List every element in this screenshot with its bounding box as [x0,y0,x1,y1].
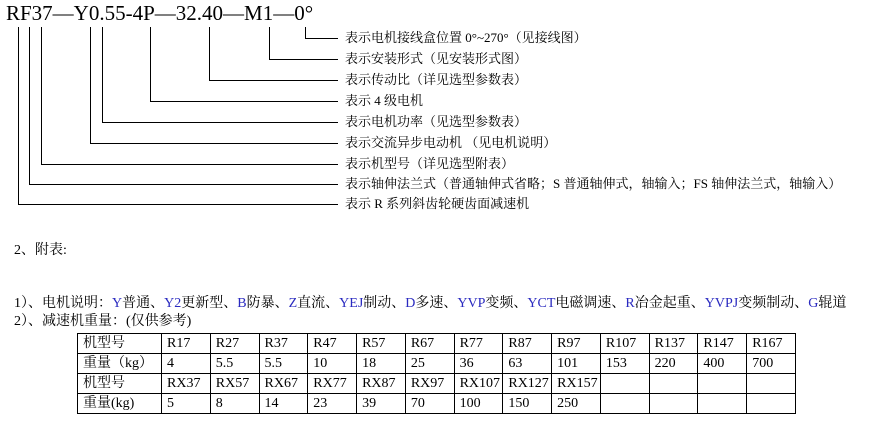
callout-vline [102,27,103,123]
callout-vline [209,27,210,81]
motor-type-code: G [808,296,819,311]
value-cell: R37 [259,334,308,354]
callout-label: 表示电机功率（见选型参数表） [345,114,528,129]
callout-vline [269,27,270,60]
motor-type-name: 防暴 [246,296,275,311]
callout-hline [102,122,338,123]
value-cell: RX97 [405,374,454,394]
value-cell: 700 [747,354,796,374]
value-cell: RX87 [357,374,406,394]
motor-type-name: 直流 [297,296,326,311]
value-cell: 400 [698,354,747,374]
row-label-cell: 机型号 [78,374,162,394]
value-cell: R167 [747,334,796,354]
callout-hline [269,59,338,60]
motor-type-name: 变频 [485,296,514,311]
table-row [78,394,796,414]
table-row [78,334,796,354]
callout-label: 表示轴伸法兰式（普通轴伸式省略；S 普通轴伸式，轴输入；FS 轴伸法兰式，轴输入） [345,176,842,191]
callout-vline [90,27,91,144]
callout-hline [305,38,338,39]
motor-type-name: 多速 [415,296,444,311]
value-cell: R87 [503,334,552,354]
value-cell: 36 [454,354,503,374]
row-label-cell: 重量（kg） [78,354,162,374]
motor-type-code: B [237,296,247,311]
motor-type-code: YVPJ [704,296,739,311]
value-cell [698,374,747,394]
callout-hline [209,80,338,81]
callout-vline [150,27,151,102]
motor-type-code: YVP [457,296,486,311]
value-cell: 5.5 [210,354,259,374]
value-cell [698,394,747,414]
value-cell: R77 [454,334,503,354]
value-cell: 150 [503,394,552,414]
callout-vline [41,27,42,165]
value-cell: 70 [405,394,454,414]
callout-label: 表示传动比（详见选型参数表） [345,72,528,87]
value-cell [649,394,698,414]
callout-hline [29,184,338,185]
motor-type-code: YCT [527,296,556,311]
value-cell: 101 [552,354,601,374]
motor-type-code: D [405,296,416,311]
value-cell: RX157 [552,374,601,394]
value-cell: 18 [357,354,406,374]
value-cell: R147 [698,334,747,354]
table-row [78,354,796,374]
motor-type-name: 辊道 [818,296,847,311]
motor-type-code: Y2 [164,296,182,311]
value-cell: RX67 [259,374,308,394]
motor-note-prefix: 1）、电机说明： [14,296,112,311]
value-cell: 25 [405,354,454,374]
callout-hline [18,204,338,205]
callout-label: 表示 R 系列斜齿轮硬齿面减速机 [345,196,530,211]
value-cell: 5 [162,394,211,414]
value-cell: R97 [552,334,601,354]
motor-type-name: 变频制动 [738,296,795,311]
value-cell [747,394,796,414]
value-cell: RX107 [454,374,503,394]
value-cell [649,374,698,394]
value-cell: R47 [308,334,357,354]
value-cell: RX77 [308,374,357,394]
value-cell: R107 [600,334,649,354]
value-cell: R17 [162,334,211,354]
value-cell: 10 [308,354,357,374]
callout-label: 表示交流异步电动机 （见电机说明） [345,135,557,150]
value-cell [600,374,649,394]
callout-hline [41,164,338,165]
callout-hline [90,143,338,144]
callout-label: 表示安装形式（见安装形式图） [345,51,528,66]
callout-vline [29,27,30,185]
value-cell: R67 [405,334,454,354]
motor-type-code: Y [112,296,123,311]
value-cell: R27 [210,334,259,354]
callout-label: 表示机型号（详见选型附表） [345,156,515,171]
callout-vline [18,27,19,205]
model-code-title: RF37—Y0.55-4P—32.40—M1—0° [6,1,314,25]
row-label-cell: 重量(kg) [78,394,162,414]
value-cell: 5.5 [259,354,308,374]
value-cell: R57 [357,334,406,354]
value-cell: 100 [454,394,503,414]
callout-label: 表示 4 级电机 [345,93,424,108]
value-cell [747,374,796,394]
value-cell: R137 [649,334,698,354]
motor-type-code: R [625,296,635,311]
motor-type-name: 冶金起重 [634,296,691,311]
motor-type-name: 普通 [122,296,151,311]
appendix-heading: 2、附表: [14,243,67,258]
motor-type-name: 电磁调速 [555,296,612,311]
callout-label: 表示电机接线盒位置 0°~270°（见接线图） [345,30,587,45]
value-cell [600,394,649,414]
row-label-cell: 机型号 [78,334,162,354]
value-cell: 153 [600,354,649,374]
value-cell: RX37 [162,374,211,394]
motor-type-code: YEJ [339,296,364,311]
value-cell: 4 [162,354,211,374]
weight-table [77,333,796,414]
motor-type-code: Z [288,296,298,311]
value-cell: RX127 [503,374,552,394]
value-cell: 220 [649,354,698,374]
value-cell: 23 [308,394,357,414]
value-cell: 250 [552,394,601,414]
motor-type-name: 更新型 [181,296,224,311]
table-row [78,374,796,394]
value-cell: RX57 [210,374,259,394]
motor-note: 1）、电机说明：Y普通、Y2更新型、B防暴、Z直流、YEJ制动、D多速、YVP变频、YCT电磁调速、R冶金起重、YVPJ变频制动、G辊道 [14,296,847,311]
value-cell: 14 [259,394,308,414]
value-cell: 63 [503,354,552,374]
callout-hline [150,101,338,102]
weight-note: 2）、减速机重量：(仅供参考) [14,314,192,329]
motor-type-name: 制动 [363,296,392,311]
value-cell: 39 [357,394,406,414]
value-cell: 8 [210,394,259,414]
